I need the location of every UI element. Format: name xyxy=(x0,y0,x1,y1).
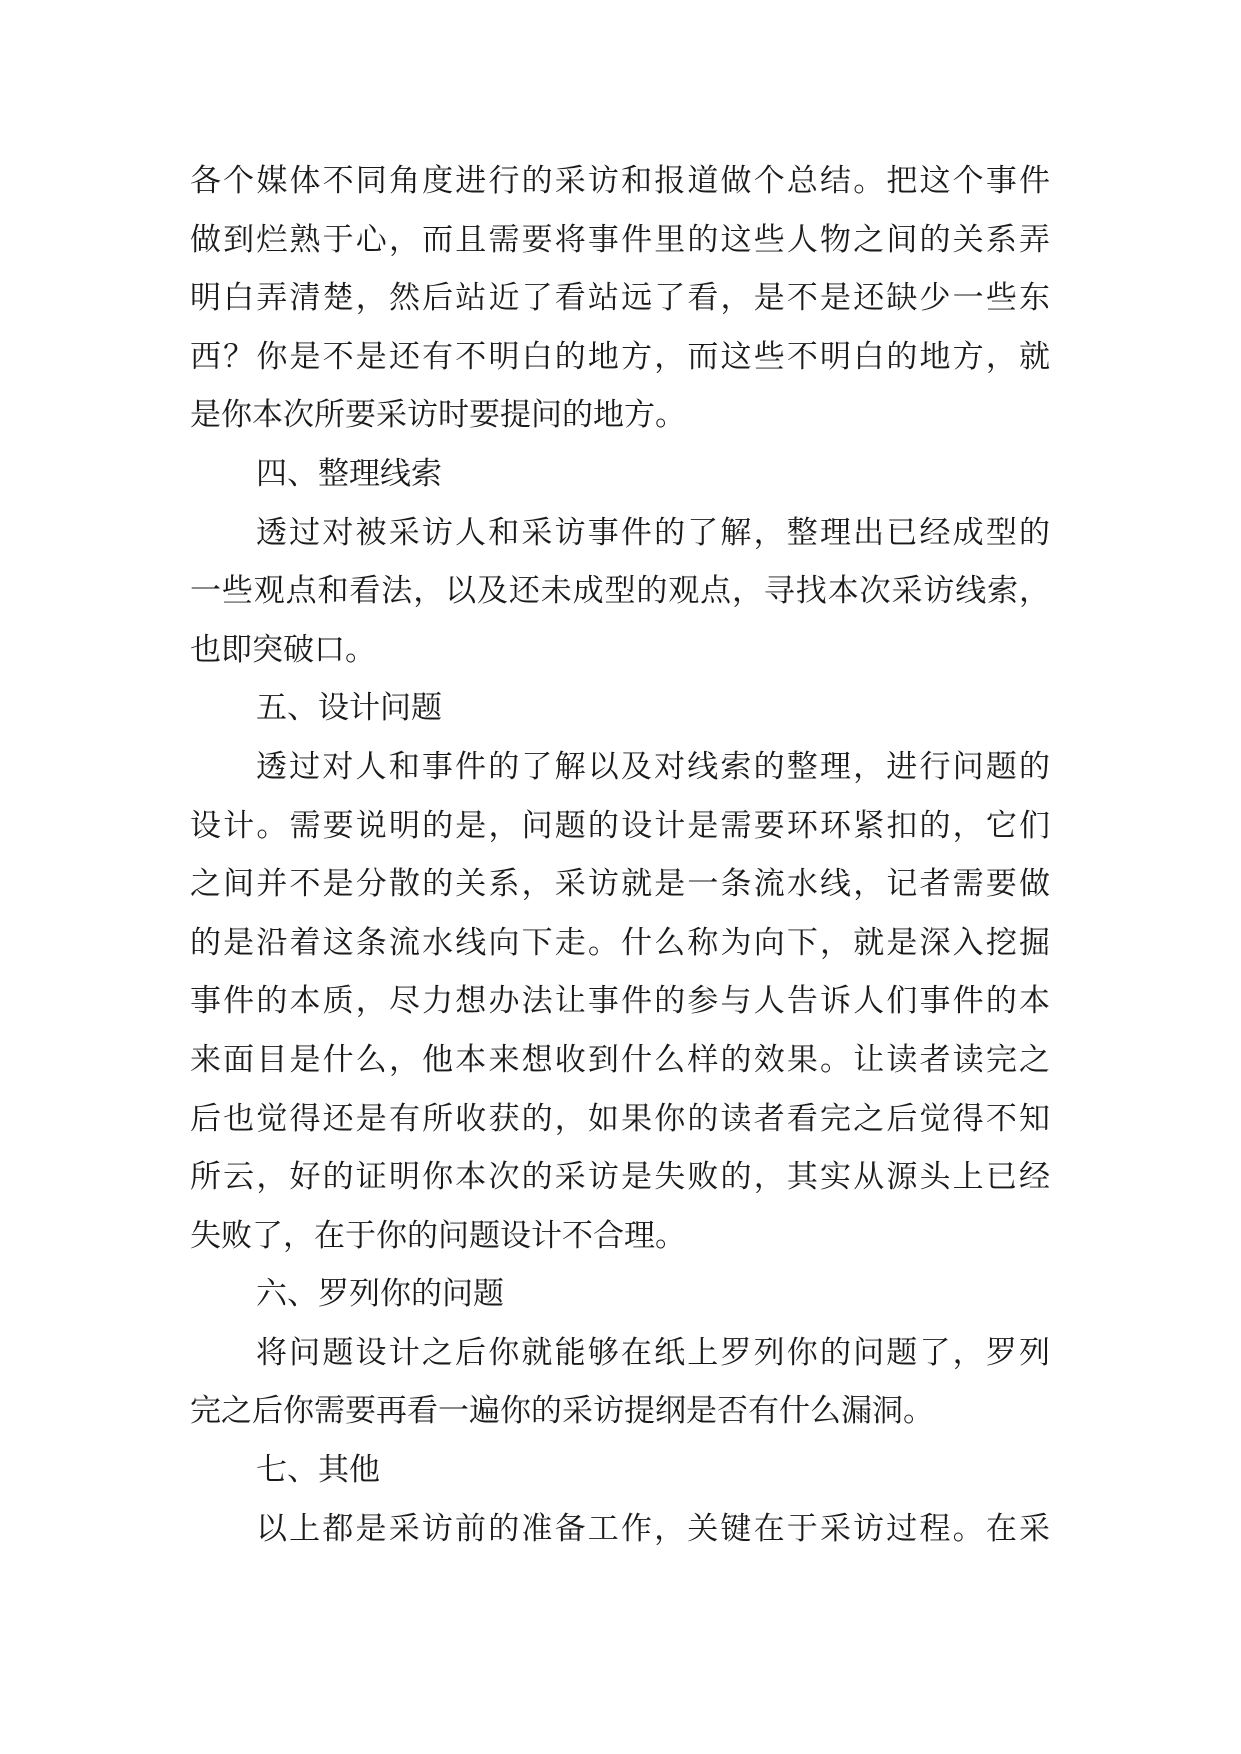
paragraph-line: 事件的本质，尽力想办法让事件的参与人告诉人们事件的本 xyxy=(190,983,1050,1020)
paragraph-line: 透过对人和事件的了解以及对线索的整理，进行问题的 xyxy=(256,748,1050,785)
paragraph-line: 来面目是什么，他本来想收到什么样的效果。让读者读完之 xyxy=(190,1041,1050,1078)
paragraph-line: 将问题设计之后你就能够在纸上罗列你的问题了，罗列 xyxy=(256,1334,1050,1371)
paragraph-line: 失败了，在于你的问题设计不合理。 xyxy=(190,1217,686,1254)
paragraph-line: 的是沿着这条流水线向下走。什么称为向下，就是深入挖掘 xyxy=(190,924,1050,961)
paragraph-line: 之间并不是分散的关系，采访就是一条流水线，记者需要做 xyxy=(190,866,1050,903)
paragraph-line: 后也觉得还是有所收获的，如果你的读者看完之后觉得不知 xyxy=(190,1100,1050,1137)
paragraph-line: 以上都是采访前的准备工作，关键在于采访过程。在采 xyxy=(256,1510,1050,1547)
paragraph-line: 是你本次所要采访时要提问的地方。 xyxy=(190,397,686,434)
document-body xyxy=(190,152,1050,1558)
paragraph-line: 西？你是不是还有不明白的地方，而这些不明白的地方，就 xyxy=(190,338,1050,375)
paragraph-line: 完之后你需要再看一遍你的采访提纲是否有什么漏洞。 xyxy=(190,1393,934,1430)
section-heading: 四、整理线索 xyxy=(256,455,442,492)
paragraph-line: 所云，好的证明你本次的采访是失败的，其实从源头上已经 xyxy=(190,1159,1050,1196)
section-heading: 五、设计问题 xyxy=(256,690,442,727)
paragraph-line: 做到烂熟于心，而且需要将事件里的这些人物之间的关系弄 xyxy=(190,221,1050,258)
paragraph-line: 设计。需要说明的是，问题的设计是需要环环紧扣的，它们 xyxy=(190,807,1050,844)
paragraph-line: 也即突破口。 xyxy=(190,631,376,668)
paragraph-line: 一些观点和看法，以及还未成型的观点，寻找本次采访线索， xyxy=(190,573,1050,610)
paragraph-line: 各个媒体不同角度进行的采访和报道做个总结。把这个事件 xyxy=(190,163,1050,199)
paragraph-line: 透过对被采访人和采访事件的了解，整理出已经成型的 xyxy=(256,514,1050,551)
section-heading: 六、罗列你的问题 xyxy=(256,1276,504,1313)
paragraph-line: 明白弄清楚，然后站近了看站远了看，是不是还缺少一些东 xyxy=(190,280,1050,317)
section-heading: 七、其他 xyxy=(256,1452,380,1489)
